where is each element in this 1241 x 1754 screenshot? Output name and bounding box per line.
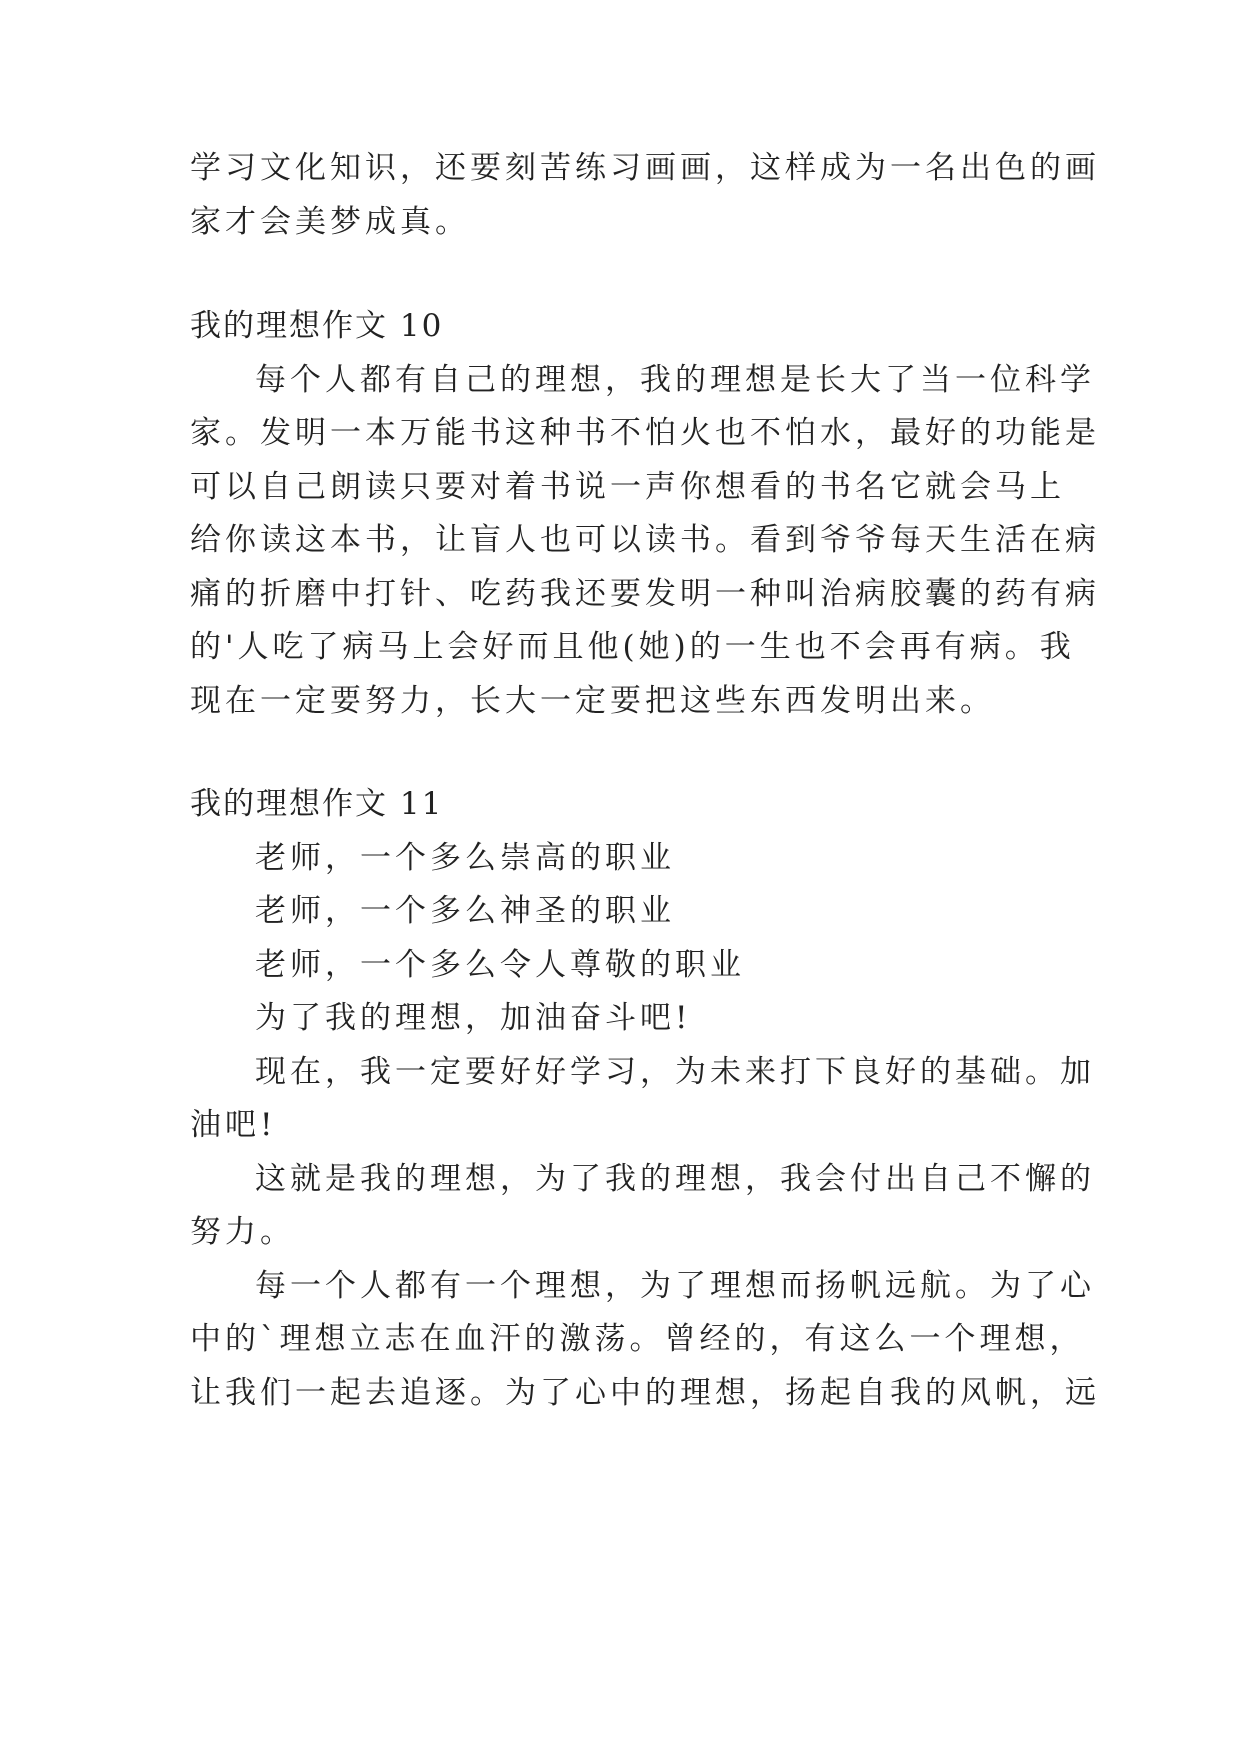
paragraph-line: 每一个人都有一个理想，为了理想而扬帆远航。为了心: [255, 1268, 1095, 1304]
paragraph-line: 为了我的理想，加油奋斗吧!: [255, 1000, 692, 1036]
paragraph-line: 学习文化知识，还要刻苦练习画画，这样成为一名出色的画: [190, 150, 1100, 186]
paragraph-line: 油吧!: [190, 1107, 277, 1143]
paragraph-line: 老师，一个多么神圣的职业: [255, 893, 675, 929]
paragraph-line: 家才会美梦成真。: [190, 204, 470, 240]
essay-heading: 我的理想作文 11: [190, 786, 444, 822]
paragraph-line: 中的`理想立志在血汗的激荡。曾经的，有这么一个理想，: [190, 1321, 1085, 1357]
paragraph-line: 每个人都有自己的理想，我的理想是长大了当一位科学: [255, 362, 1095, 398]
paragraph-line: 让我们一起去追逐。为了心中的理想，扬起自我的风帆，远: [190, 1375, 1100, 1411]
paragraph-line: 给你读这本书，让盲人也可以读书。看到爷爷每天生活在病: [190, 522, 1100, 558]
paragraph-line: 痛的折磨中打针、吃药我还要发明一种叫治病胶囊的药有病: [190, 576, 1100, 612]
paragraph-line: 可以自己朗读只要对着书说一声你想看的书名它就会马上: [190, 469, 1065, 505]
paragraph-line: 这就是我的理想，为了我的理想，我会付出自己不懈的: [255, 1161, 1095, 1197]
essay-heading: 我的理想作文 10: [190, 308, 444, 344]
paragraph-line: 现在一定要努力，长大一定要把这些东西发明出来。: [190, 683, 995, 719]
paragraph-line: 努力。: [190, 1214, 295, 1250]
paragraph-line: 现在，我一定要好好学习，为未来打下良好的基础。加: [255, 1054, 1095, 1090]
paragraph-line: 的'人吃了病马上会好而且他(她)的一生也不会再有病。我: [190, 629, 1075, 665]
paragraph-line: 家。发明一本万能书这种书不怕火也不怕水，最好的功能是: [190, 415, 1100, 451]
paragraph-line: 老师，一个多么令人尊敬的职业: [255, 947, 745, 983]
paragraph-line: 老师，一个多么崇高的职业: [255, 840, 675, 876]
